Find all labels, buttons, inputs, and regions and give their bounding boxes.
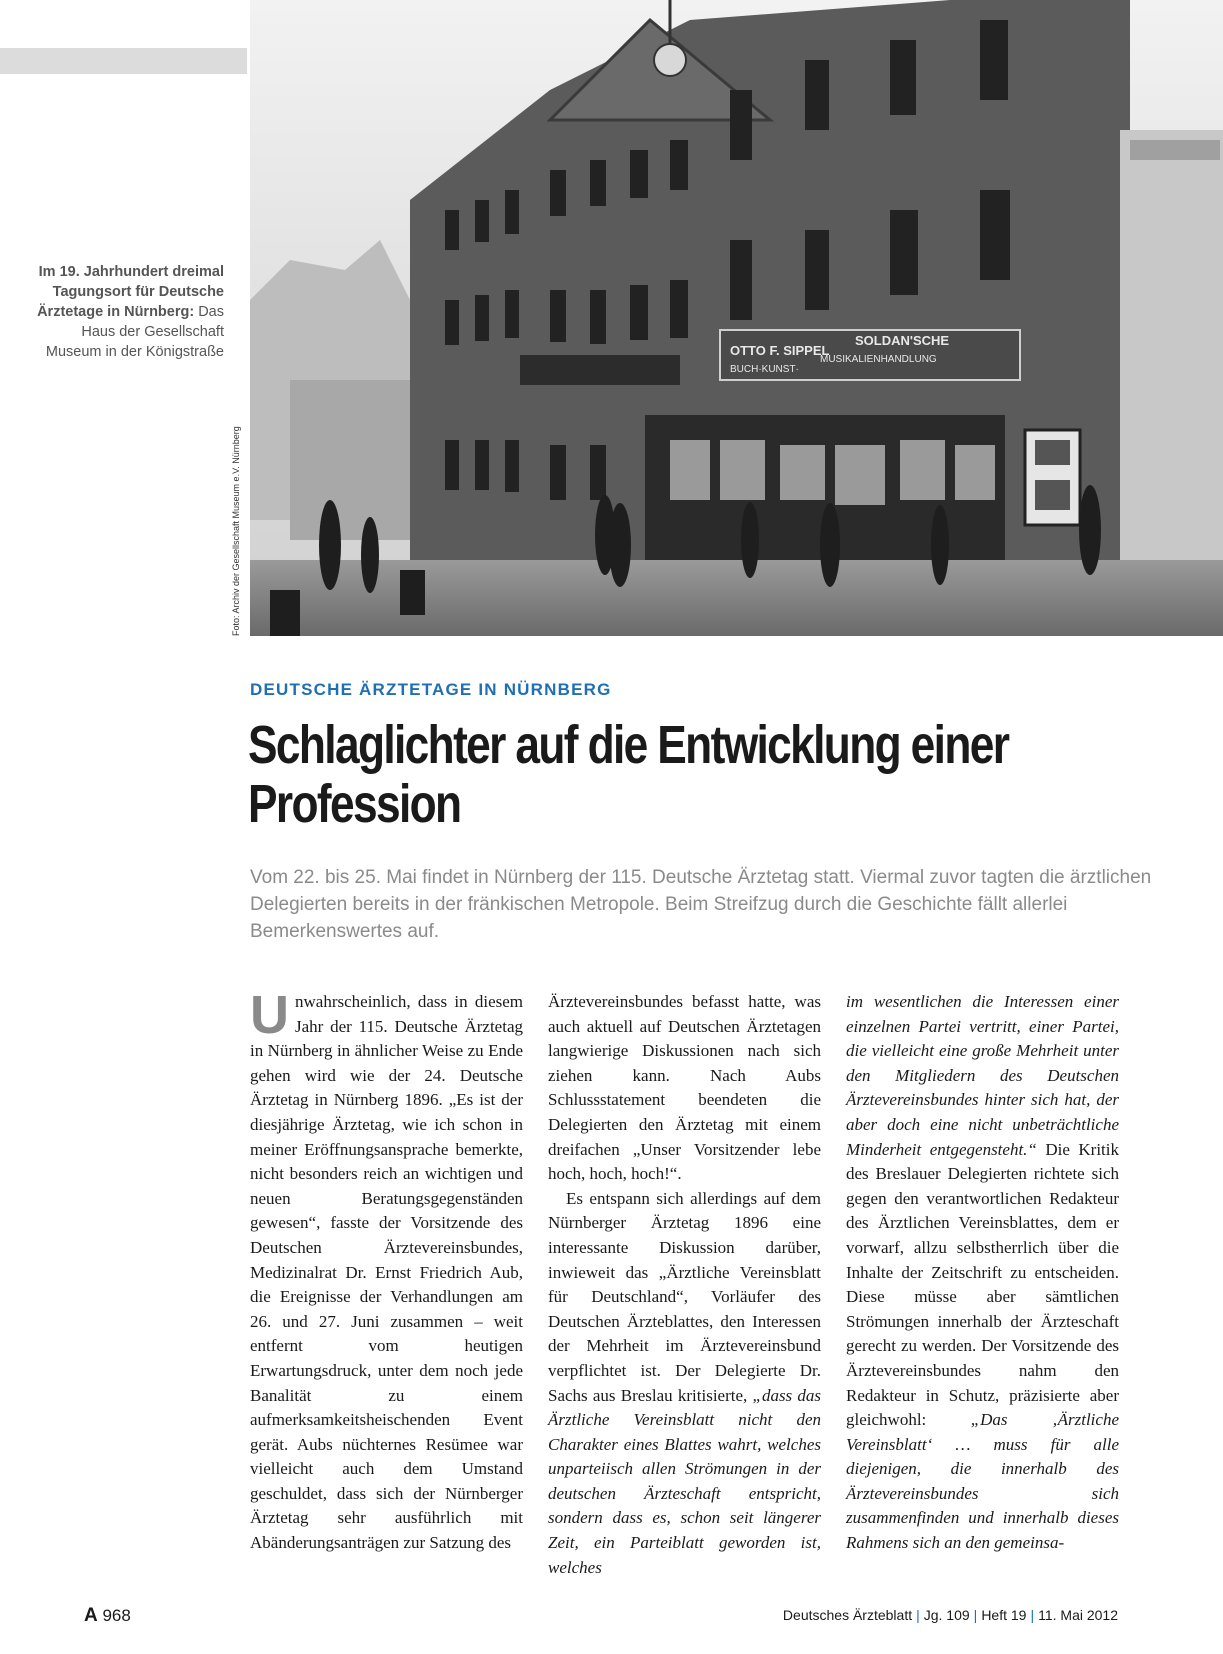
historic-photo <box>250 0 1223 636</box>
photo-sign-right: SOLDAN'SCHE <box>855 333 950 348</box>
col3-quote-2: „Das ‚Ärztliche Vereinsblatt‘ … muss für alle diejenigen, die innerhalb des Ärztevereinsbundes sich zusammenfinden und innerhalb dieses Rahmens sich an den gemeinsa- <box>846 1410 1119 1553</box>
folio-letter: A <box>84 1605 98 1626</box>
drop-cap: U <box>250 985 289 1045</box>
journal-volume: Jg. 109 <box>923 1607 970 1623</box>
col1-text: nwahrscheinlich, dass in diesem Jahr der 115. Deutsche Ärztetag in Nürnberg in ähnlicher Weise zu Ende gehen wird wie der 24. Deutsche Ärztetag in Nürnberg 1896. „Es ist der diesjährige Ärztetag, wie ich schon in meiner Eröffnungsansprache bemerkte, nicht besonders reich an wichtigen und neuen Beratungsgegenständen gewesen“, fasste der Vorsitzende des Deutschen Ärztevereinsbundes, Medizinalrat Dr. Ernst Friedrich Aub, die Ereignisse der Verhandlungen am 26. und 27. Juni zusammen – weit entfernt vom heutigen Erwartungsdruck, unter dem noch jede Banalität zu einem aufmerksamkeitsheischenden Event gerät. Aubs nüchternes Resümee war vielleicht auch dem Umstand geschuldet, dass sich der Nürnberger Ärztetag sehr ausführlich mit Abänderungsanträgen zur Satzung des <box>250 992 523 1553</box>
caption-bold: Im 19. Jahrhundert dreimal Tagungsort für Deutsche Ärztetage in Nürnberg: <box>37 264 224 320</box>
journal-name: Deutsches Ärzteblatt <box>782 1607 913 1623</box>
col2-paragraph-1: Ärztevereinsbundes befasst hatte, was auch aktuell auf Deutschen Ärztetagen langwierige Diskussionen nach sich ziehen kann. Nach Aubs Schlussstatement beendeten die Delegierten den Ärztetag mit einem dreifachen „Unser Vorsitzender lebe hoch, hoch, hoch!“. <box>548 992 821 1184</box>
photo-credit: Foto: Archiv der Gesellschaft Museum e.V. Nürnberg <box>231 426 241 636</box>
photo-caption <box>30 262 224 362</box>
body-column-3 <box>846 990 1119 1556</box>
col2-quote: „dass das Ärztliche Vereinsblatt nicht den Charakter eines Blattes wahrt, welches unparteiisch allen Strömungen in der deutschen Ärzteschaft entspricht, sondern dass es, schon seit längerer Zeit, ein Parteiblatt geworden ist, welches <box>548 1385 821 1577</box>
col3-text: Die Kritik des Breslauer Delegierten richtete sich gegen den verantwortlichen Redakteur des Ärztlichen Vereinsblattes, dem er vorwarf, allzu selbstherrlich über die Inhalte der Zeitschrift zu entscheiden. Diese müsse aber sämtlichen Strömungen innerhalb der Ärzteschaft gerecht zu werden. Der Vorsitzende des Ärztevereinsbundes nahm den Redakteur in Schutz, präzisierte aber gleichwohl: <box>846 1139 1120 1430</box>
journal-footer: Deutsches Ärzteblatt | Jg. 109 | Heft 19 | 11. Mai 2012 <box>782 1607 1118 1623</box>
journal-date: 11. Mai 2012 <box>1038 1607 1118 1623</box>
page-title: Schlaglichter auf die Entwicklung einer Profession <box>248 715 1009 834</box>
kicker: DEUTSCHE ÄRZTETAGE IN NÜRNBERG <box>250 680 612 699</box>
journal-issue: Heft 19 <box>981 1607 1027 1623</box>
lead-paragraph: Vom 22. bis 25. Mai findet in Nürnberg der 115. Deutsche Ärztetag statt. Viermal zuvor tagten die ärztlichen Delegierten bereits in der fränkischen Metropole. Beim Streifzug durch die Geschichte fällt allerlei Bemerkenswertes auf. <box>250 867 1152 942</box>
photo-sign-left-sub: BUCH·KUNST· <box>730 364 799 375</box>
folio-number: 968 <box>102 1606 131 1625</box>
top-gray-bar <box>0 48 247 74</box>
caption-text: Das Haus der Gesellschaft Museum in der Königstraße <box>45 304 224 360</box>
col3-quote: im wesentlichen die Interessen einer einzelnen Partei vertritt, einer Partei, die vielleicht eine große Mehrheit unter den Mitgliedern des Deutschen Ärztevereinsbundes hinter sich hat, der aber doch eine nicht unbeträchtliche Minderheit entgegensteht.“ <box>846 992 1119 1159</box>
body-column-2 <box>548 990 821 1580</box>
col2-paragraph-2: Es entspann sich allerdings auf dem Nürnberger Ärztetag 1896 eine interessante Diskussion darüber, inwieweit das „Ärztliche Vereinsblatt für Deutschland“, Vorläufer des Deutschen Ärzteblattes, den Interessen der Mehrheit im Ärztevereinsbund verpflichtet ist. Der Delegierte Dr. Sachs aus Breslau kritisierte, <box>548 1188 821 1405</box>
body-column-1 <box>250 985 523 1556</box>
photo-sign-left: OTTO F. SIPPEL <box>730 343 830 358</box>
photo-sign-right-sub: MUSIKALIENHANDLUNG <box>820 354 937 365</box>
page-number <box>84 1605 131 1627</box>
